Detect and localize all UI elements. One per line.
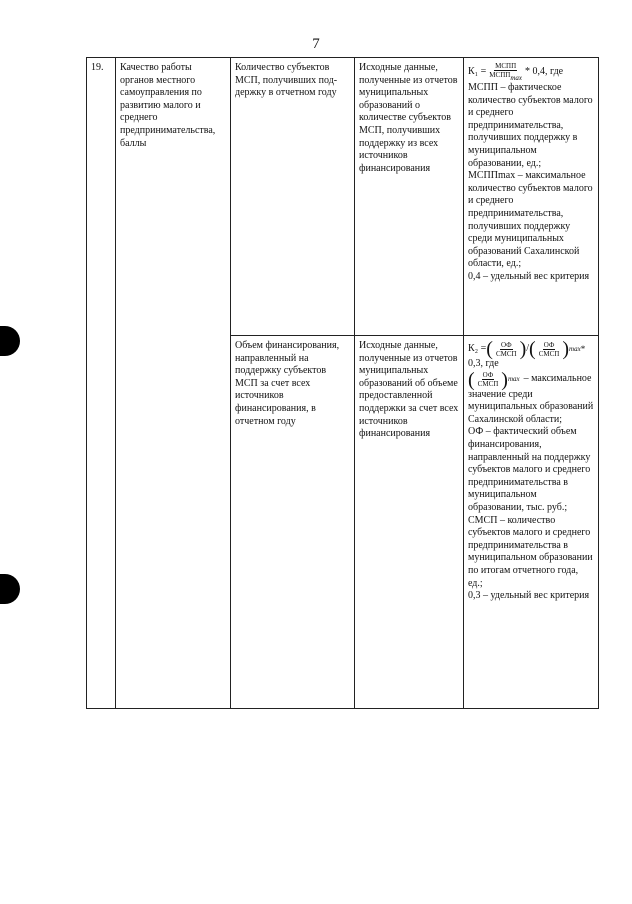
table-row	[87, 58, 599, 336]
indicator-source: Исходные данные, полученные из отчетов муниципальных образований об объеме предоставленной поддержки за счет всех источников финансирования	[355, 336, 464, 709]
formula-k2: К₂ = ( $\frac{ОФ}{\text{СМСП}}$ ) / ( $\frac{ОФ}{\text{СМСП}}$ ) max *	[468, 338, 586, 360]
formula-desc: 0,3 – удельный вес критерия	[468, 590, 590, 602]
page-number: 7	[312, 36, 320, 52]
formula-desc: значение среди муниципальных образований Сахалинской области;	[468, 388, 594, 425]
binder-hole	[0, 326, 20, 356]
criteria-table	[86, 57, 599, 709]
formula-desc: 0,4 – удельный вес критерия	[468, 270, 590, 282]
binder-hole	[0, 574, 20, 604]
formula-cell	[464, 58, 599, 336]
row-number: 19.	[87, 58, 116, 709]
criterion-name: Качество работы органов местного самоуправления по развитию малого и среднего предпринимательства, баллы	[116, 58, 231, 709]
fraction: $\frac{ОФ}{\text{СМСП}}$	[538, 340, 560, 358]
formula-desc: МСППmax – максимальное количество субъектов малого и среднего предпринимательства, получивших поддержку среди муниципальных образований Сахалинской области, ед.;	[468, 170, 593, 270]
indicator-label: Количество субъектов МСП, получивших под-держку в отчетном году	[231, 58, 355, 336]
formula-desc: ОФ – фактический объем финансирования, направленный на поддержку субъектов малого и среднего предпринимательства в муниципальном образовании, тыс. руб.;	[468, 426, 591, 513]
max-note: ( $\frac{ОФ}{\text{СМСП}}$ ) max – максимальное	[468, 368, 592, 391]
formula-desc: СМСП – количество субъектов малого и среднего предпринимательства в муниципальном образовании по итогам отчетного года, ед.;	[468, 514, 593, 589]
fraction: $\frac{ОФ}{\text{СМСП}}$	[477, 371, 499, 389]
formula-cell: К₂ = ( $\frac{ОФ}{\text{СМСП}}$ ) / ( $\frac{ОФ}{\text{СМСП}}$ ) max * 0,3, где ( $\frac{ОФ}{\text{СМСП}}$ ) max – максимальное значение среди муниципальных образований Сахалинской области; ОФ – фактический объем финансирования, направленный на поддержку субъектов малого и среднего предпринимательства в муниципальном образовании, тыс. руб.; СМСП – количество субъектов малого и среднего предпринимательства в муниципальном образовании по итогам отчетного года, ед.; 0,3 – удельный вес критерия	[464, 336, 599, 709]
indicator-label: Объем финансирования, направленный на поддержку субъектов МСП за счет всех источников финансирования, в отчетном году	[231, 336, 355, 709]
formula-desc: МСПП – фактическое количество субъектов малого и среднего предпринимательства, получивших поддержку в муниципальном образовании, ед.;	[468, 82, 593, 169]
fraction: $\frac{\text{МСПП}}{\text{МСППmax}}$	[489, 62, 522, 82]
indicator-source: Исходные данные, полученные из отчетов муниципальных образований о количестве субъектов МСП, получивших поддержку из всех источников финансирования	[355, 58, 464, 336]
formula-k1: К₁ = $\frac{\text{МСПП}}{\text{МСППmax}}$ * 0,4, где	[468, 62, 564, 82]
fraction: $\frac{ОФ}{\text{СМСП}}$	[495, 340, 517, 358]
